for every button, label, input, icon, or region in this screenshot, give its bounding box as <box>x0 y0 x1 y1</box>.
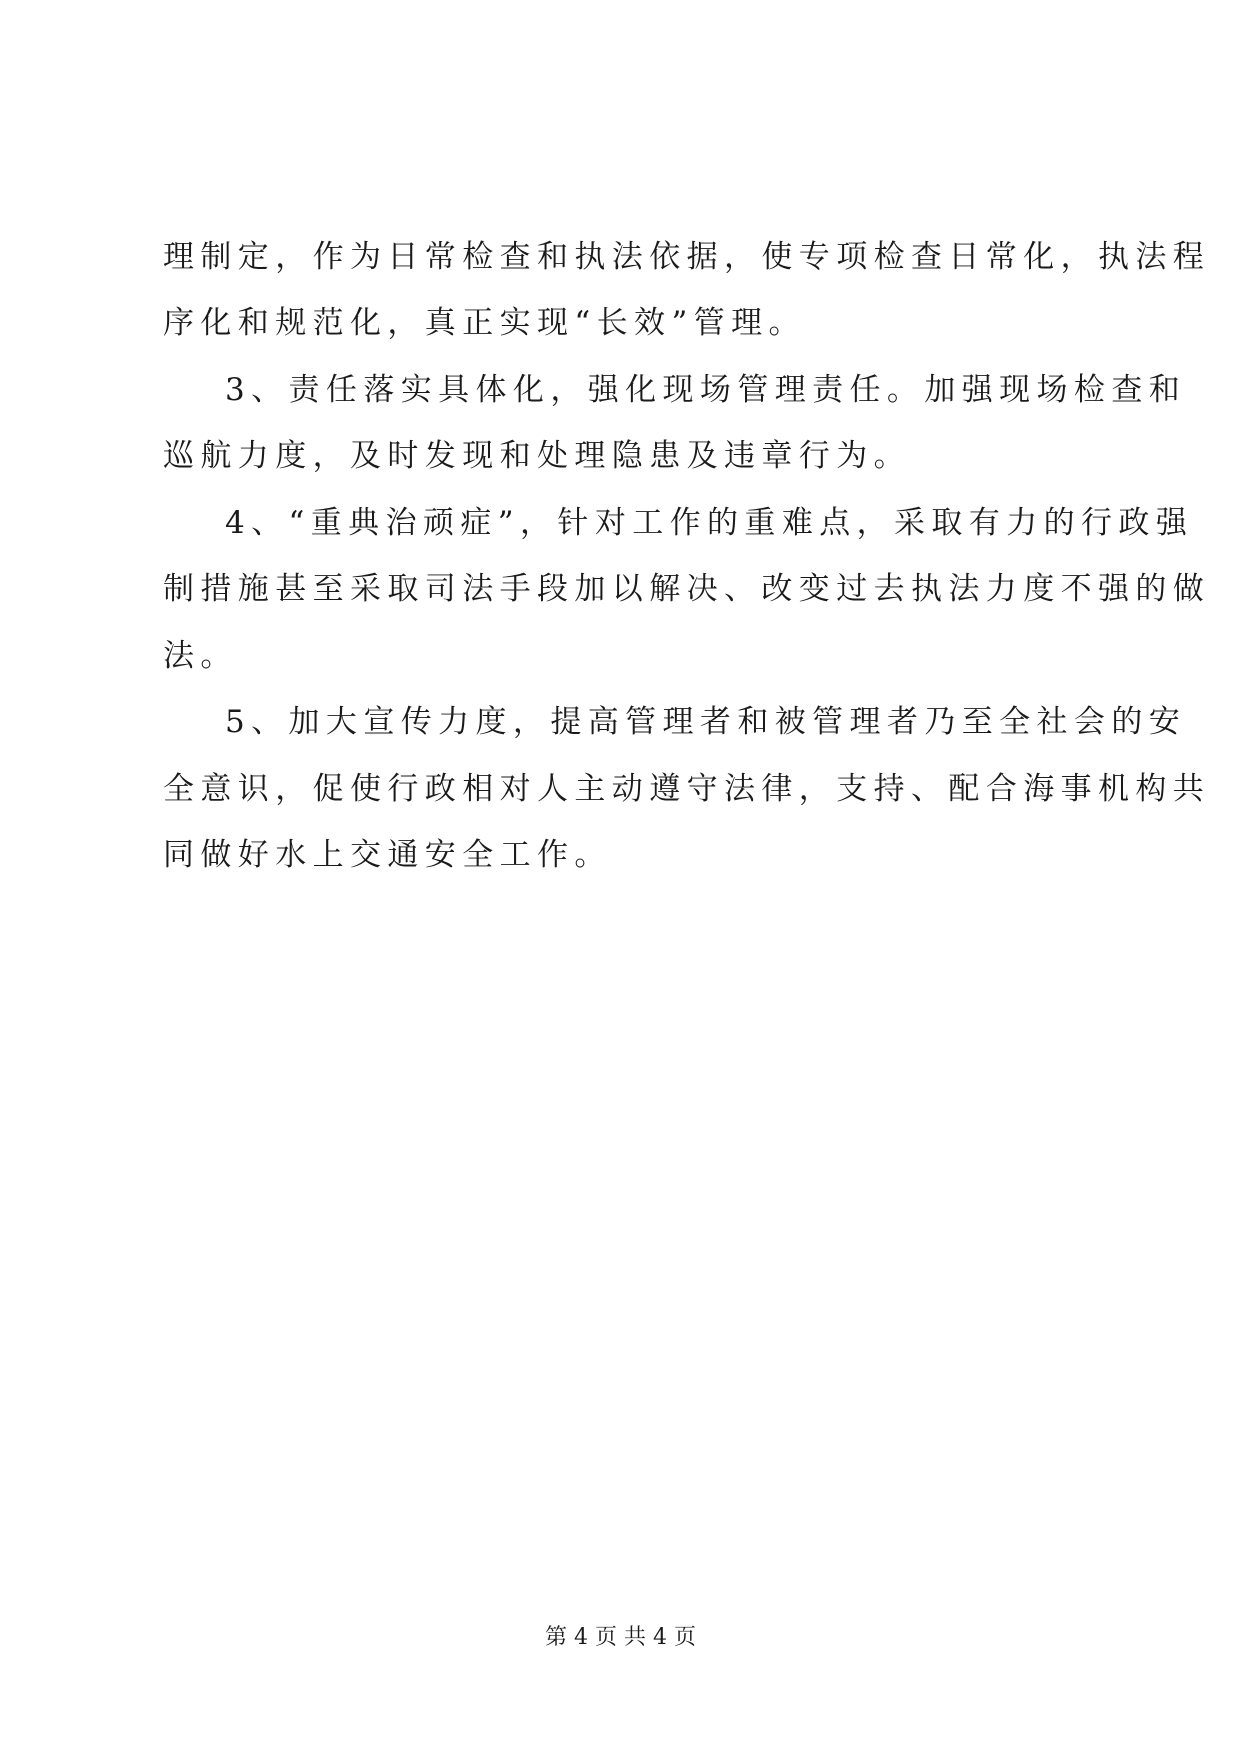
text-line: 法。 <box>163 638 238 674</box>
paragraph-3-start: 3、责任落实具体化，强化现场管理责任。加强现场检查和 <box>225 372 1187 408</box>
paragraph-4-start: 4、“重典治顽症”，针对工作的重难点，采取有力的行政强 <box>225 505 1194 541</box>
paragraph-5-start: 5、加大宣传力度，提高管理者和被管理者乃至全社会的安 <box>225 704 1187 740</box>
text-line: 巡航力度，及时发现和处理隐患及违章行为。 <box>163 438 911 474</box>
text-line: 理制定，作为日常检查和执法依据，使专项检查日常化，执法程 <box>163 239 1211 275</box>
page-number-footer: 第 4 页 共 4 页 <box>545 1625 696 1650</box>
text-line: 序化和规范化，真正实现“长效”管理。 <box>163 305 806 341</box>
text-line: 同做好水上交通安全工作。 <box>163 837 612 873</box>
text-line: 全意识，促使行政相对人主动遵守法律，支持、配合海事机构共 <box>163 771 1211 807</box>
text-line: 制措施甚至采取司法手段加以解决、改变过去执法力度不强的做 <box>163 571 1211 607</box>
